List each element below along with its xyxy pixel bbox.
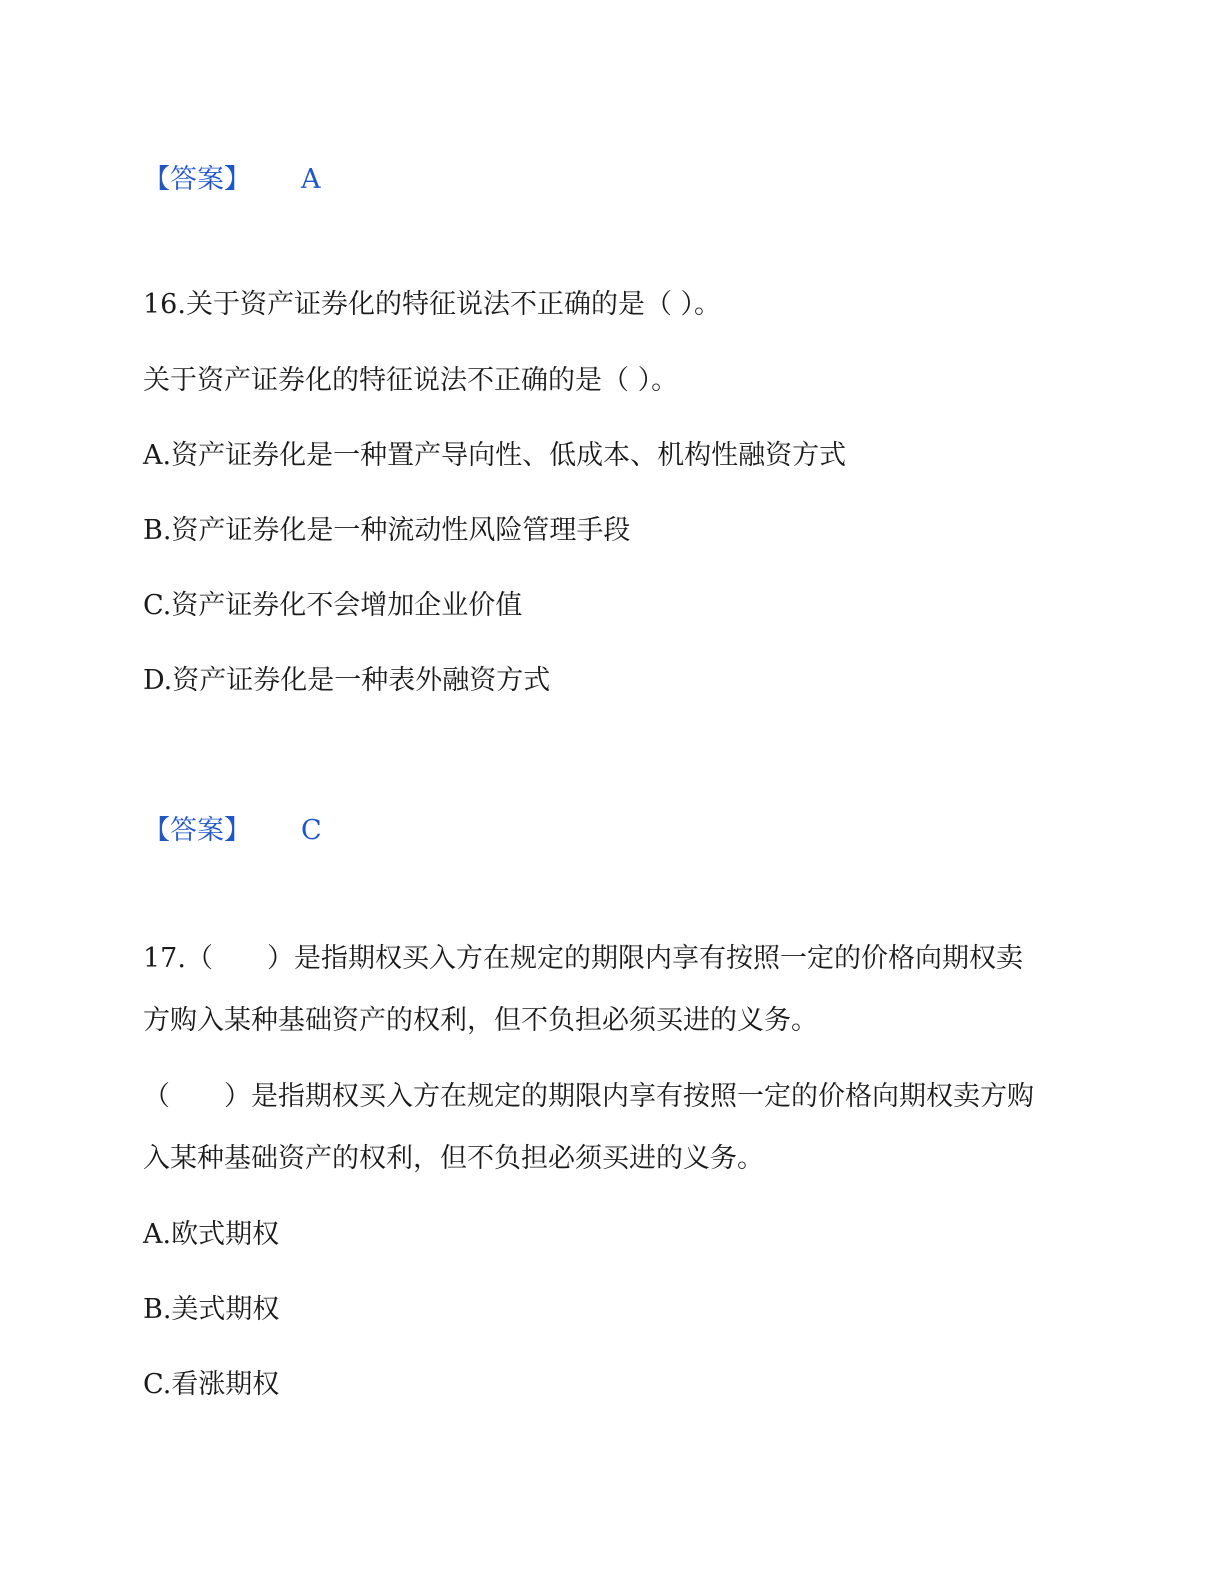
question-17-stem-line-1: （ ）是指期权买入方在规定的期限内享有按照一定的价格向期权卖方购	[143, 1081, 1034, 1112]
question-16-option-d: D.资产证券化是一种表外融资方式	[143, 665, 551, 696]
question-16-stem: 关于资产证券化的特征说法不正确的是（ ）。	[143, 365, 679, 396]
answer-line-1	[143, 162, 321, 198]
question-17-option-a: A.欧式期权	[143, 1219, 280, 1250]
answer-label: 【答案】	[143, 164, 251, 195]
answer-value: A	[301, 164, 321, 195]
question-17-option-b: B.美式期权	[143, 1294, 280, 1325]
question-16-option-a: A.资产证券化是一种置产导向性、低成本、机构性融资方式	[143, 440, 847, 471]
answer-line-2	[143, 813, 322, 849]
question-16-option-b: B.资产证券化是一种流动性风险管理手段	[143, 515, 631, 546]
question-17-option-c: C.看涨期权	[143, 1369, 280, 1400]
question-16-option-c: C.资产证券化不会增加企业价值	[143, 590, 523, 621]
question-17-stem-line-2: 入某种基础资产的权利，但不负担必须买进的义务。	[143, 1143, 764, 1174]
question-16-title: 16.关于资产证券化的特征说法不正确的是（ ）。	[143, 289, 722, 320]
answer-label: 【答案】	[143, 815, 251, 846]
question-17-title-line-1: 17.（ ）是指期权买入方在规定的期限内享有按照一定的价格向期权卖	[143, 943, 1023, 974]
question-17-title-line-2: 方购入某种基础资产的权利，但不负担必须买进的义务。	[143, 1005, 818, 1036]
answer-value: C	[301, 815, 322, 846]
